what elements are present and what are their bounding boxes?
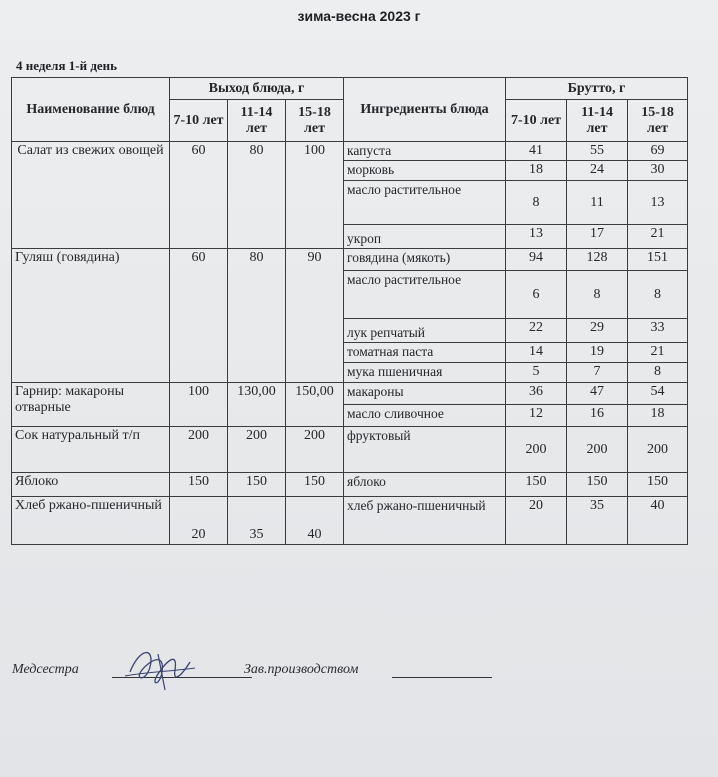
gross-value: 35 <box>567 497 628 545</box>
ingredient-name: капуста <box>344 142 506 161</box>
gross-value: 8 <box>628 363 688 383</box>
ingredient-name: лук репчатый <box>344 319 506 343</box>
ingredient-name: говядина (мякоть) <box>344 249 506 271</box>
dish-name: Сок натуральный т/п <box>12 427 170 473</box>
ingredient-name: макароны <box>344 383 506 405</box>
yield-value: 200 <box>286 427 344 473</box>
gross-value: 24 <box>567 161 628 181</box>
week-day-title: 4 неделя 1-й день <box>16 58 118 73</box>
ingredient-name: масло сливочное <box>344 405 506 427</box>
ingredients-column-header: Ингредиенты блюда <box>344 78 506 142</box>
table-row <box>12 142 688 161</box>
yield-value: 150,00 <box>286 383 344 427</box>
dish-name: Гуляш (говядина) <box>12 249 170 383</box>
gross-value: 17 <box>567 225 628 249</box>
gross-value: 22 <box>506 319 567 343</box>
gross-age-header: 11-14 лет <box>567 100 628 142</box>
signature-block <box>12 660 612 700</box>
gross-value: 55 <box>567 142 628 161</box>
gross-value: 13 <box>506 225 567 249</box>
dish-name: Салат из свежих овощей <box>12 142 170 249</box>
yield-age-header: 11-14 лет <box>228 100 286 142</box>
gross-value: 33 <box>628 319 688 343</box>
dish-name: Яблоко <box>12 473 170 497</box>
table-row <box>12 497 688 545</box>
table-row <box>12 249 688 271</box>
ingredient-name: фруктовый <box>344 427 506 473</box>
yield-age-header: 7-10 лет <box>170 100 228 142</box>
gross-value: 41 <box>506 142 567 161</box>
nurse-label: Медсестра <box>12 662 79 677</box>
gross-value: 21 <box>628 225 688 249</box>
gross-value: 29 <box>567 319 628 343</box>
yield-value: 150 <box>228 473 286 497</box>
gross-value: 200 <box>567 427 628 473</box>
gross-value: 150 <box>628 473 688 497</box>
yield-value: 80 <box>228 142 286 249</box>
gross-age-header: 15-18 лет <box>628 100 688 142</box>
menu-table <box>11 77 688 545</box>
gross-value: 54 <box>628 383 688 405</box>
yield-value: 100 <box>286 142 344 249</box>
ingredient-name: укроп <box>344 225 506 249</box>
gross-value: 36 <box>506 383 567 405</box>
gross-value: 13 <box>628 181 688 225</box>
table-row <box>12 473 688 497</box>
gross-value: 7 <box>567 363 628 383</box>
yield-value: 80 <box>228 249 286 383</box>
yield-value: 200 <box>228 427 286 473</box>
dish-name: Хлеб ржано-пшеничный <box>12 497 170 545</box>
gross-value: 6 <box>506 271 567 319</box>
yield-value: 20 <box>170 497 228 545</box>
yield-value: 100 <box>170 383 228 427</box>
gross-value: 200 <box>506 427 567 473</box>
yield-age-header: 15-18 лет <box>286 100 344 142</box>
gross-value: 128 <box>567 249 628 271</box>
manager-label: Зав.производством <box>244 662 359 677</box>
yield-column-header: Выход блюда, г <box>170 78 344 100</box>
gross-value: 16 <box>567 405 628 427</box>
gross-value: 200 <box>628 427 688 473</box>
ingredient-name: морковь <box>344 161 506 181</box>
gross-value: 8 <box>567 271 628 319</box>
gross-value: 47 <box>567 383 628 405</box>
table-row <box>12 427 688 473</box>
gross-value: 150 <box>506 473 567 497</box>
ingredient-name: хлеб ржано-пшеничный <box>344 497 506 545</box>
manager-signature-line <box>392 677 492 678</box>
gross-value: 19 <box>567 343 628 363</box>
gross-value: 69 <box>628 142 688 161</box>
handwritten-signature <box>120 642 200 692</box>
ingredient-name: томатная паста <box>344 343 506 363</box>
gross-value: 21 <box>628 343 688 363</box>
ingredient-name: масло растительное <box>344 181 506 225</box>
dish-name: Гарнир: макароны отварные <box>12 383 170 427</box>
gross-value: 14 <box>506 343 567 363</box>
yield-value: 90 <box>286 249 344 383</box>
gross-value: 8 <box>506 181 567 225</box>
yield-value: 130,00 <box>228 383 286 427</box>
gross-value: 40 <box>628 497 688 545</box>
gross-value: 20 <box>506 497 567 545</box>
yield-value: 60 <box>170 142 228 249</box>
yield-value: 40 <box>286 497 344 545</box>
yield-value: 60 <box>170 249 228 383</box>
gross-value: 11 <box>567 181 628 225</box>
yield-value: 150 <box>286 473 344 497</box>
season-title: зима-весна 2023 г <box>297 8 421 24</box>
gross-value: 18 <box>506 161 567 181</box>
dish-column-header: Наименование блюд <box>12 78 170 142</box>
gross-value: 18 <box>628 405 688 427</box>
ingredient-name: масло растительное <box>344 271 506 319</box>
table-row <box>12 383 688 405</box>
gross-value: 5 <box>506 363 567 383</box>
yield-value: 35 <box>228 497 286 545</box>
yield-value: 200 <box>170 427 228 473</box>
gross-value: 8 <box>628 271 688 319</box>
yield-value: 150 <box>170 473 228 497</box>
gross-value: 12 <box>506 405 567 427</box>
gross-value: 30 <box>628 161 688 181</box>
ingredient-name: яблоко <box>344 473 506 497</box>
gross-value: 151 <box>628 249 688 271</box>
gross-column-header: Брутто, г <box>506 78 688 100</box>
ingredient-name: мука пшеничная <box>344 363 506 383</box>
gross-value: 94 <box>506 249 567 271</box>
gross-value: 150 <box>567 473 628 497</box>
gross-age-header: 7-10 лет <box>506 100 567 142</box>
